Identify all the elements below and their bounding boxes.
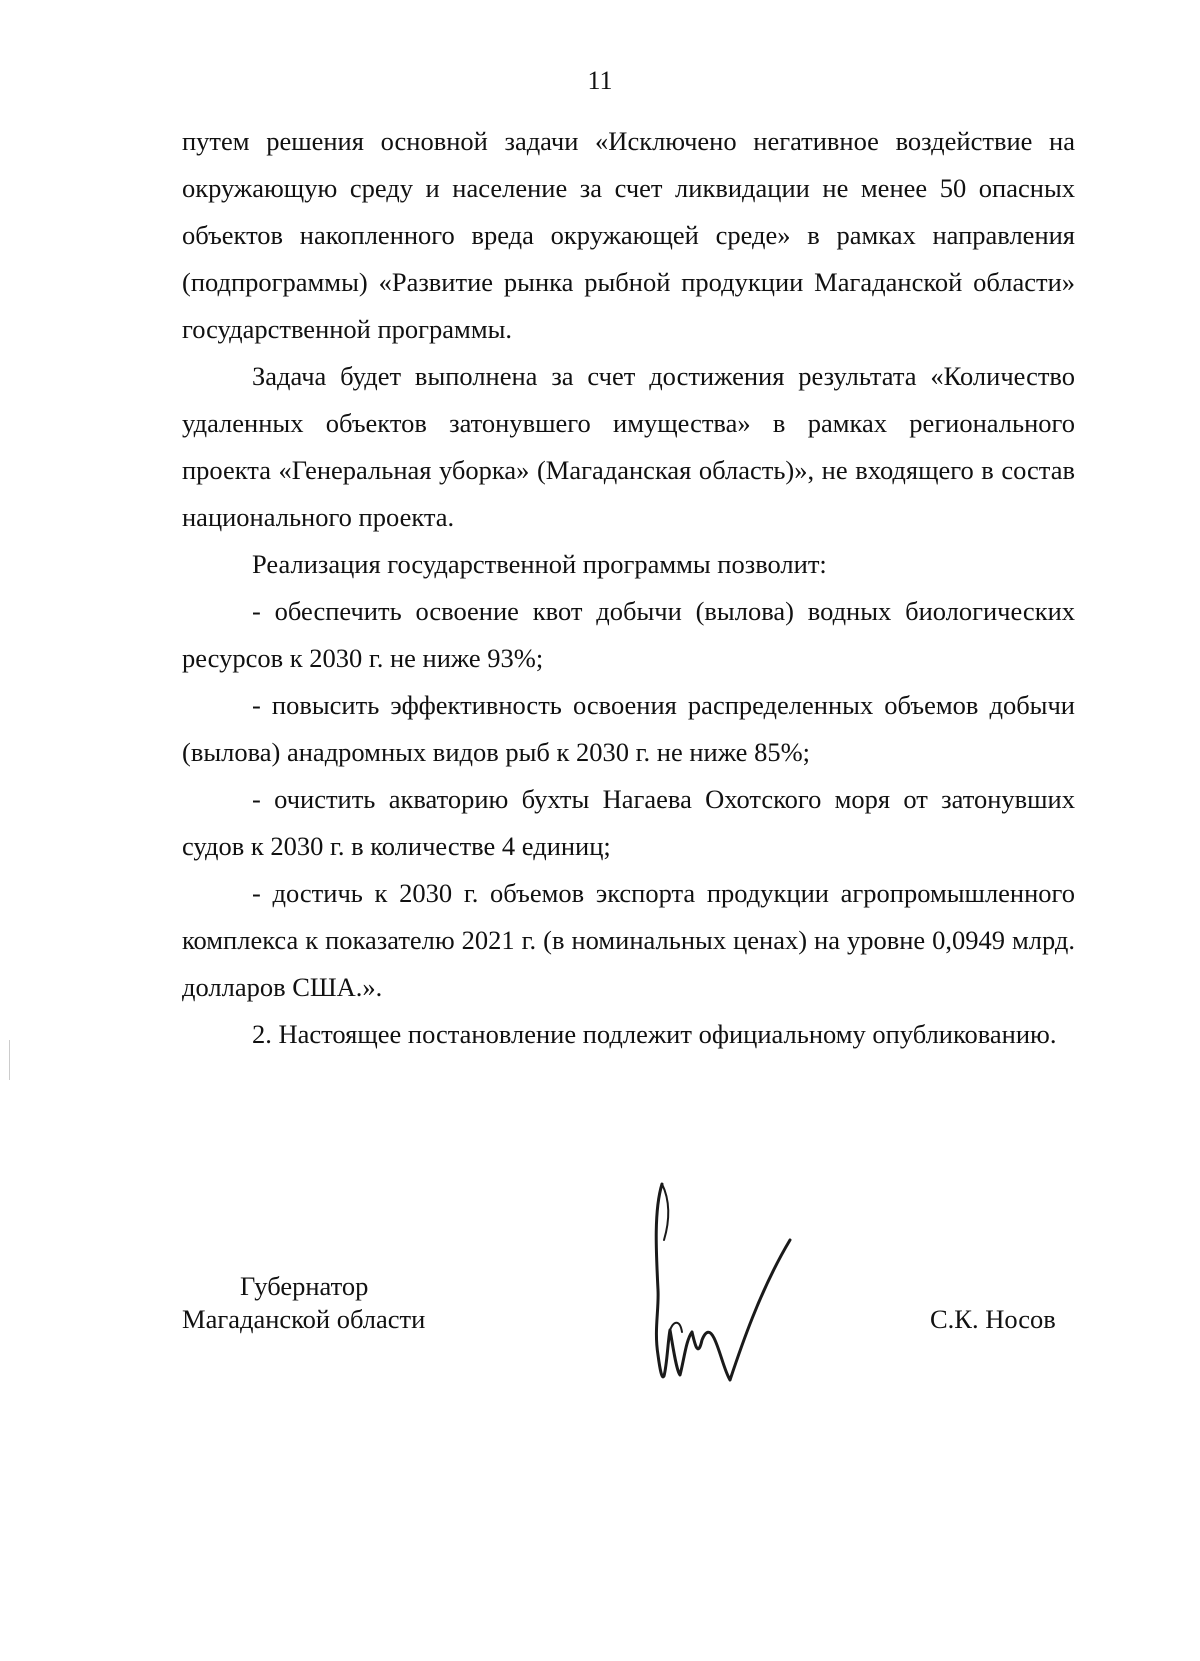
signer-name: С.К. Носов <box>930 1304 1056 1334</box>
list-item-bay-cleanup: - очистить акваторию бухты Нагаева Охотского моря от затонувших судов к 2030 г. в количестве 4 единиц; <box>182 784 1075 861</box>
paragraph-program-outcomes-intro: Реализация государственной программы позволит: <box>252 549 827 579</box>
paragraph-goal-continuation: путем решения основной задачи «Исключено негативное воздействие на окружающую среду и население за счет ликвидации не менее 50 опасных объектов накопленного вреда окружающей среде» в рамках направления (подпрограммы) «Развитие рынка рыбной продукции Магаданской области» государственной программы. <box>182 126 1075 344</box>
handwritten-signature <box>640 1180 830 1400</box>
list-item-quota-development: - обеспечить освоение квот добычи (вылова) водных биологических ресурсов к 2030 г. не ниже 93%; <box>182 596 1075 673</box>
signatory-organization: Магаданской области <box>182 1304 426 1334</box>
list-item-export-volume: - достичь к 2030 г. объемов экспорта продукции агропромышленного комплекса к показателю 2021 г. (в номинальных ценах) на уровне 0,0949 млрд. долларов США.». <box>182 878 1075 1002</box>
paragraph-publication: 2. Настоящее постановление подлежит официальному опубликованию. <box>252 1019 1057 1049</box>
signatory-position: Губернатор <box>240 1271 369 1301</box>
list-item-anadromous-fish: - повысить эффективность освоения распределенных объемов добычи (вылова) анадромных видов рыб к 2030 г. не ниже 85%; <box>182 690 1075 767</box>
scan-margin-mark <box>9 1040 10 1080</box>
page-number: 11 <box>587 66 613 95</box>
document-body <box>182 118 1075 1058</box>
paragraph-task: Задача будет выполнена за счет достижения результата «Количество удаленных объектов затонувшего имущества» в рамках регионального проекта «Генеральная уборка» (Магаданская область)», не входящего в состав национального проекта. <box>182 361 1075 532</box>
signatory-title <box>182 1270 442 1336</box>
